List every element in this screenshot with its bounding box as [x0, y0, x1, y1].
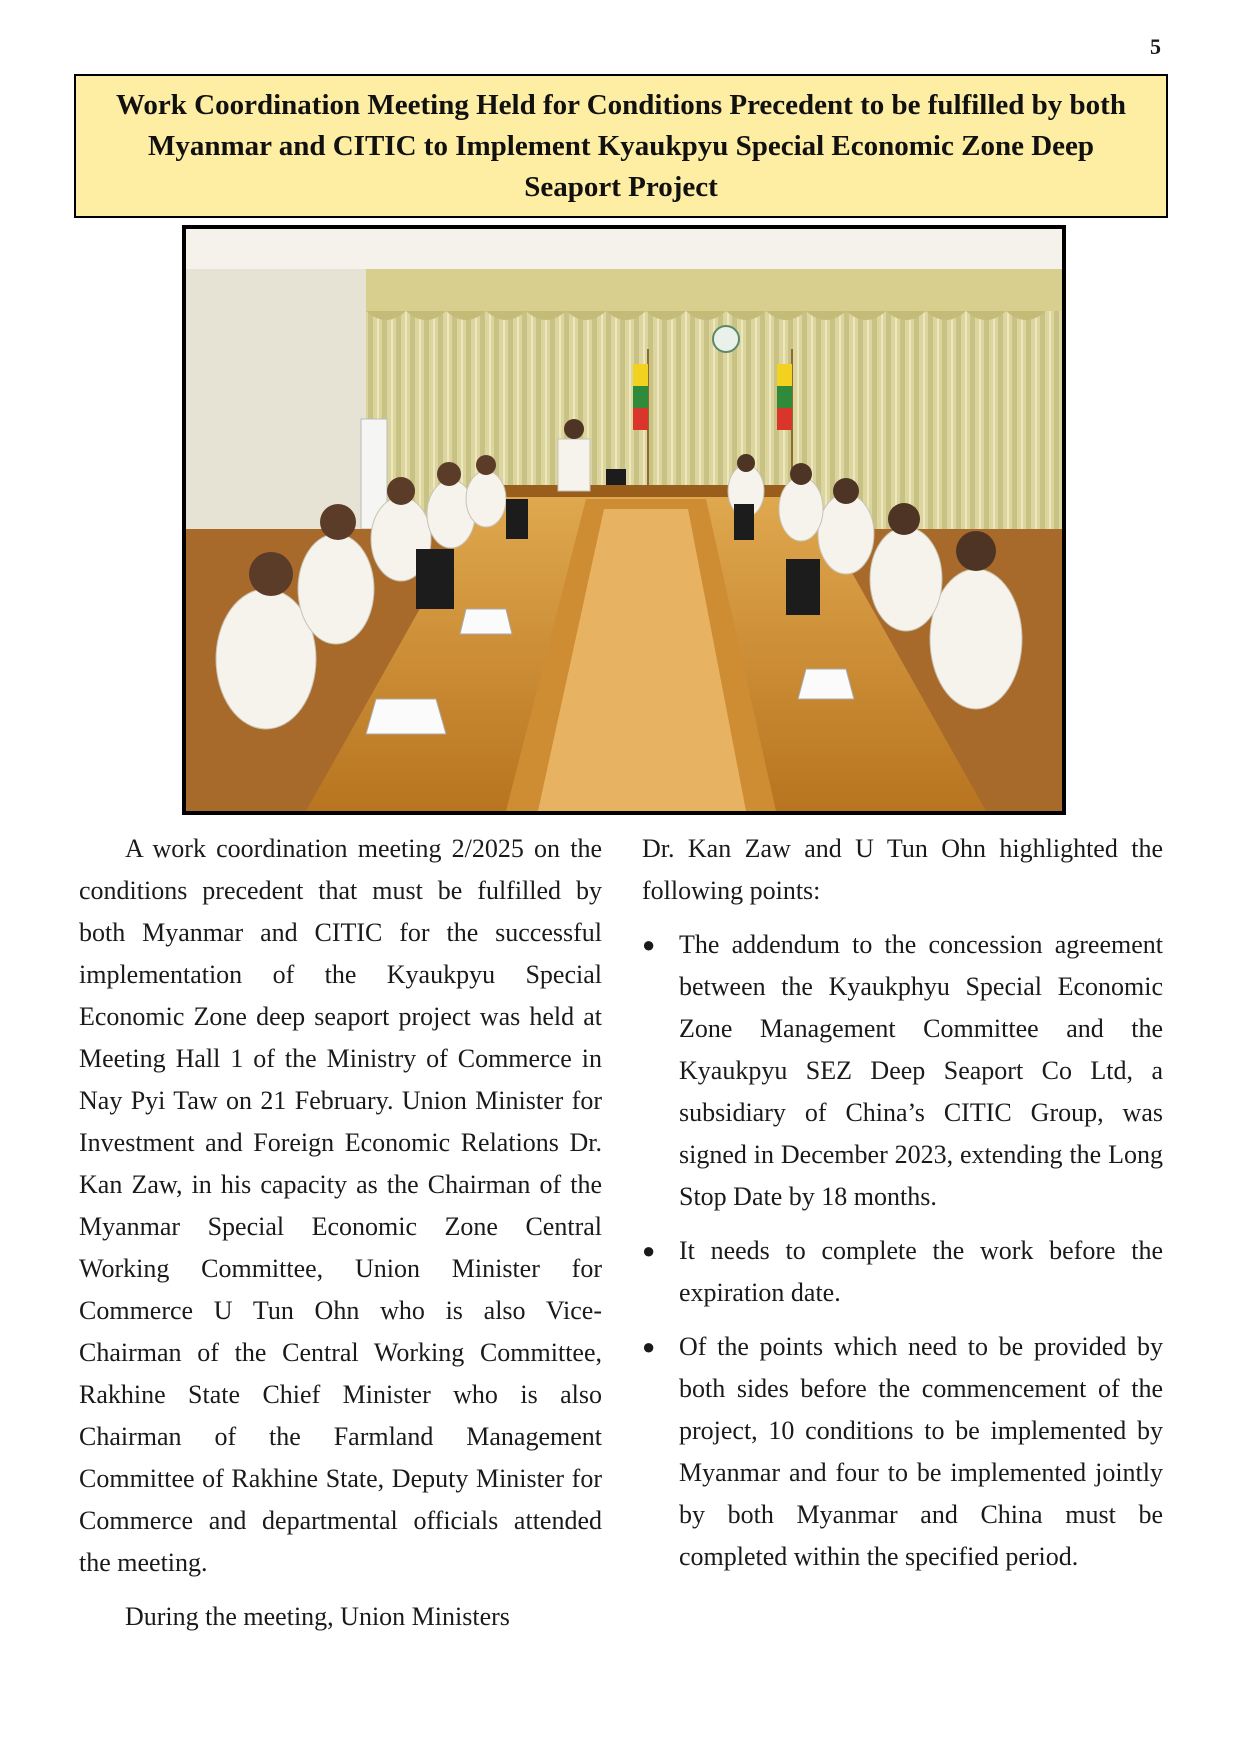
meeting-photo: [182, 225, 1066, 815]
page-number: 5: [1150, 34, 1161, 59]
headline-box: [74, 74, 1168, 218]
bullet-icon: ●: [642, 1238, 656, 1263]
article-paragraph-1: A work coordination meeting 2/2025 on the conditions precedent that must be fulfilled by both Myanmar and CITIC for the successful implementation of the Kyaukpyu Special Economic Zone deep seaport project was held at Meeting Hall 1 of the Ministry of Commerce in Nay Pyi Taw on 21 February. Union Minister for Investment and Foreign Economic Relations Dr. Kan Zaw, in his capacity as the Chairman of the Myanmar Special Economic Zone Central Working Committee, Union Minister for Commerce U Tun Ohn who is also Vice-Chairman of the Central Working Committee, Rakhine State Chief Minister who is also Chairman of the Farmland Management Committee of Rakhine State, Deputy Minister for Commerce and departmental officials attended the meeting.: [79, 834, 602, 1577]
key-point-3: ● Of the points which need to be provided by both sides before the commencement of the project, 10 conditions to be implemented by Myanmar and four to be implemented jointly by both Myanmar and China must be completed within the specified period.: [642, 1326, 1163, 1578]
bullet-icon: ●: [642, 932, 656, 957]
article-column-right: [642, 828, 1163, 1590]
article-paragraph-2-start: During the meeting, Union Ministers: [125, 1602, 510, 1631]
article-paragraph-2-continued: Dr. Kan Zaw and U Tun Ohn highlighted the following points:: [642, 834, 1163, 905]
key-point-1: ● The addendum to the concession agreement between the Kyaukphyu Special Economic Zone Management Committee and the Kyaukpyu SEZ Deep Seaport Co Ltd, a subsidiary of China’s CITIC Group, was signed in December 2023, extending the Long Stop Date by 18 months.: [642, 924, 1163, 1218]
key-points-list: [642, 924, 1163, 1578]
meeting-photo-illustration: [186, 229, 1062, 811]
article-column-left: [79, 828, 602, 1638]
headline: Work Coordination Meeting Held for Conditions Precedent to be fulfilled by both Myanmar and CITIC to Implement Kyaukpyu Special Economic Zone Deep Seaport Project: [116, 88, 1126, 203]
key-point-2: ● It needs to complete the work before the expiration date.: [642, 1230, 1163, 1314]
bullet-icon: ●: [642, 1334, 656, 1359]
